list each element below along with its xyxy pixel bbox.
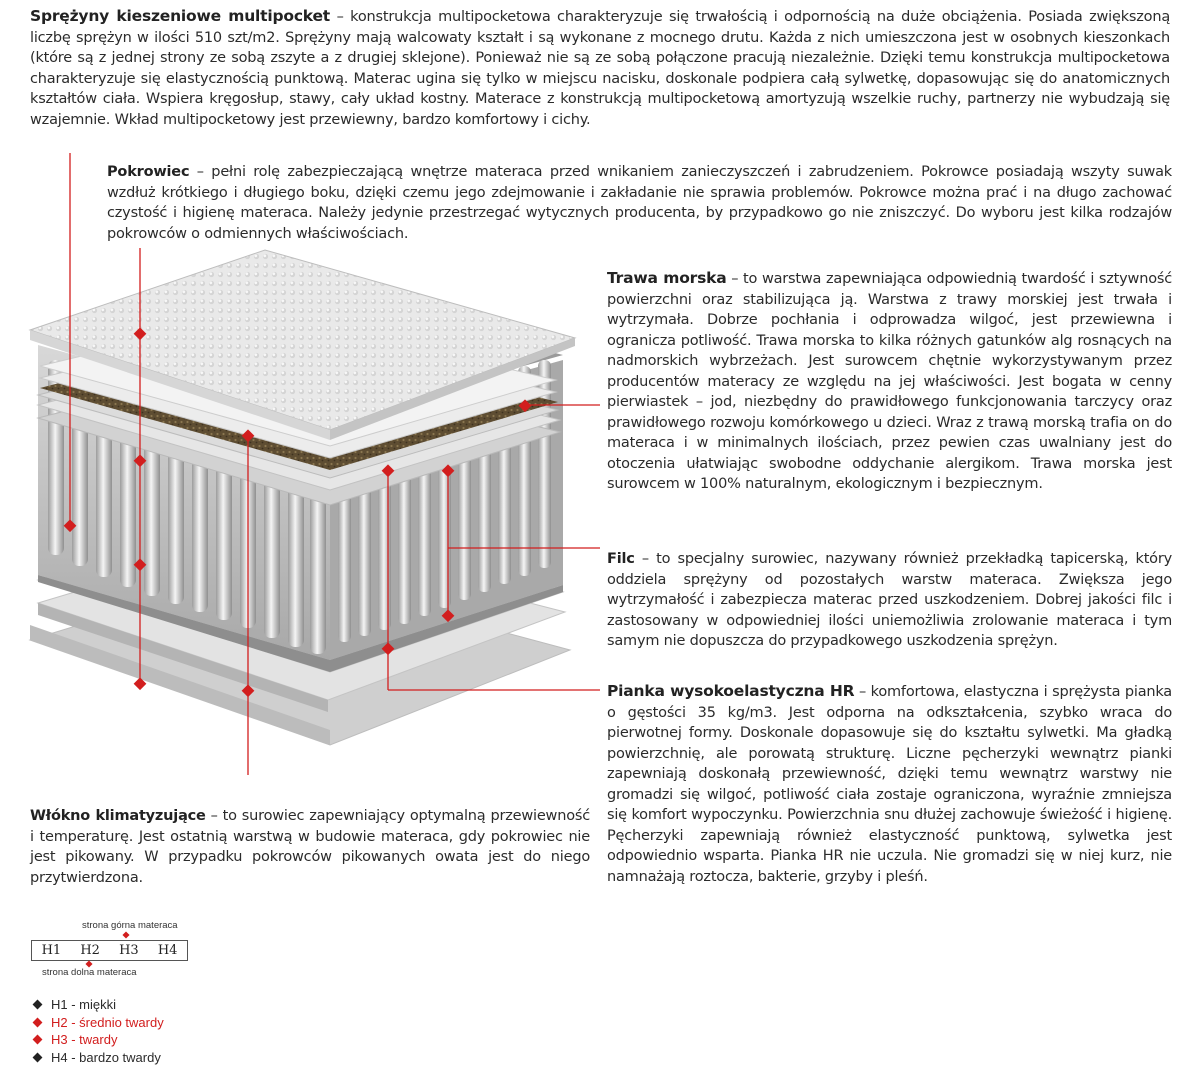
diamond-bullet-icon — [33, 1052, 43, 1062]
hardness-scale-box — [31, 940, 188, 961]
legend-item-h1: H1 - miękki — [34, 996, 164, 1014]
diamond-bullet-icon — [33, 1000, 43, 1010]
section-pianka-hr-title: Pianka wysokoelastyczna HR — [607, 682, 855, 700]
section-filc — [607, 549, 1172, 652]
legend-item-h4: H4 - bardzo twardy — [34, 1049, 164, 1067]
section-multipocket — [30, 6, 1170, 130]
section-wlokno-text: – to surowiec zapewniający optymalną przewiewność i temperaturę. Jest ostatnią warstwą w budowie materaca, gdy pokrowiec nie jest pikowany. W przypadku pokrowców pikowanych owata jest do niego przytwierdzona. — [30, 808, 590, 886]
section-trawa-morska-text: – to warstwa zapewniająca odpowiednią twardość i sztywność powierzchni oraz stabilizująca ją. Warstwa z trawy morskiej jest trwała i wytrzymała. Dobrze pochłania i odprowadza wilgoć, jest przewiewna i ogranicza potliwość. Trawa morska to kilka różnych gatunków alg rosnących na nadmorskich wybrzeżach. Jest surowcem chętnie wykorzystywanym przez producentów materacy ze względu na jej właściwości. Jest bogata w cenny pierwiastek – jod, niezbędny do prawidłowego funkcjonowania tarczycy oraz prawidłowego rozwoju komórkowego u dzieci. Wraz z trawą morską trafia on do materaca i w minimalnych ilościach, przez pewien czas uwalniany jest do otoczenia ułatwiając swobodne oddychanie alergikom. Trawa morska jest surowcem w 100% naturalnym, ekologicznym i bezpiecznym. — [607, 271, 1172, 492]
section-pianka-hr — [607, 681, 1172, 887]
hardness-level-h1: H1 — [41, 943, 62, 958]
diamond-bullet-icon — [33, 1035, 43, 1045]
hardness-level-h3: H3 — [119, 943, 139, 958]
section-filc-title: Filc — [607, 551, 635, 567]
hardness-legend — [34, 996, 164, 1066]
section-pianka-hr-text: – komfortowa, elastyczna i sprężysta pianka o gęstości 35 kg/m3. Jest odporna na odkształcenia, szybko wraca do pierwotnej formy. Doskonale dopasowuje się do kształtu sylwetki. Ma gładką powierzchnię, ale porowatą strukturę. Liczne pęcherzyki wewnątrz pianki zapewniają doskonałą przewiewność, dzięki temu wewnątrz warstwy nie gromadzi się wilgoć, potliwość ciała zostaje ograniczona, wyraźnie zmniejsza się komfort wypoczynku. Powierzchnia snu dłużej zachowuje świeżość i higienę. Pęcherzyki zapewniają również elastyczność punktową, sylwetka jest odpowiednio wsparta. Pianka HR nie uczula. Nie gromadzi się w niej kurz, nie namnażają roztocza, bakterie, grzyby i pleśń. — [607, 684, 1172, 885]
section-wlokno-title: Włókno klimatyzujące — [30, 808, 206, 824]
top-side-marker-icon — [122, 931, 130, 939]
section-trawa-morska-title: Trawa morska — [607, 269, 727, 287]
section-pokrowiec — [107, 162, 1172, 244]
bottom-side-label: strona dolna materaca — [42, 967, 137, 978]
diamond-bullet-icon — [33, 1017, 43, 1027]
legend-item-h3: H3 - twardy — [34, 1031, 164, 1049]
legend-item-h2: H2 - średnio twardy — [34, 1014, 164, 1032]
section-wlokno-klimatyzujace — [30, 806, 590, 888]
section-trawa-morska — [607, 268, 1172, 495]
top-side-label: strona górna materaca — [82, 920, 178, 931]
section-multipocket-title: Sprężyny kieszeniowe multipocket — [30, 7, 331, 25]
hardness-level-h2: H2 — [80, 943, 100, 958]
section-pokrowiec-title: Pokrowiec — [107, 164, 190, 180]
section-pokrowiec-text: – pełni rolę zabezpieczającą wnętrze materaca przed wnikaniem zanieczyszczeń i zabrudzeniem. Pokrowce posiadają wszyty suwak wzdłuż krótkiego i długiego boku, dzięki czemu jego zdejmowanie i zakładanie nie sprawia problemów. Pokrowce można prać i na długo zachować czystość i higienę materaca. Należy jedynie przestrzegać wytycznych producenta, by przypadkowo go nie zniszczyć. Do wyboru jest kilka rodzajów pokrowców o odmiennych właściwościach. — [107, 164, 1172, 242]
section-filc-text: – to specjalny surowiec, nazywany również przekładką tapicerską, który oddziela sprężyny od pozostałych warstw materaca. Zwiększa jego wytrzymałość i zabezpiecza materac przed uszkodzeniem. Dobrej jakości filc i zastosowany w odpowiedniej ilości uniemożliwia zrolowanie materaca i tym samym nie dopuszcza do przypadkowego uszkodzenia sprężyn. — [607, 551, 1172, 649]
hardness-level-h4: H4 — [157, 943, 178, 958]
section-multipocket-text: – konstrukcja multipocketowa charakteryzuje się trwałością i odpornością na duże obciążenia. Posiada zwiększoną liczbę sprężyn w ilości 510 szt/m2. Sprężyny mają walcowaty kształt i są wykonane z mocnego drutu. Każda z nich umieszczona jest w osobnych kieszonkach (które są z jednej strony ze sobą zszyte a z drugiej sklejone). Ponieważ nie są ze sobą połączone pracują niezależnie. Dzięki temu konstrukcja multipocketowa charakteryzuje się elastycznością punktową. Materac ugina się tylko w miejscu nacisku, doskonale podpiera całą sylwetkę, dopasowując się do anatomicznych kształtów ciała. Wspiera kręgosłup, stawy, cały układ kostny. Materace z konstrukcją multipocketową amortyzują wszelkie ruchy, partnerzy nie wybudzają się wzajemnie. Wkład multipocketowy jest przewiewny, bardzo komfortowy i cichy. — [30, 9, 1171, 128]
